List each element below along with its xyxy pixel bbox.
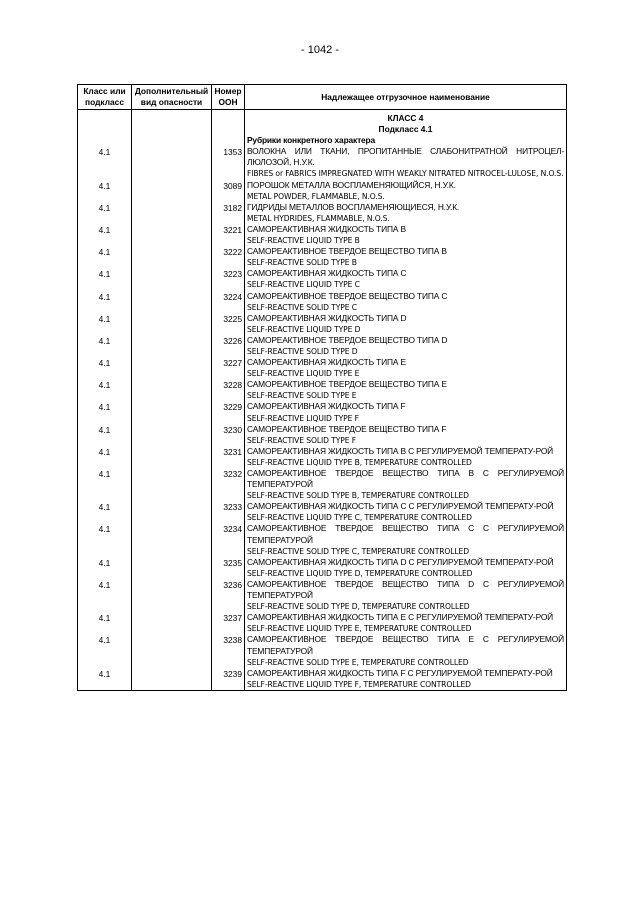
- name-russian: САМОРЕАКТИВНОЕ ТВЕРДОЕ ВЕЩЕСТВО ТИПА B: [247, 246, 447, 257]
- table-row: [78, 557, 567, 579]
- cell-class: 4.1: [78, 180, 132, 202]
- cell-un-number: 3239: [212, 668, 245, 691]
- cell-un-number: 3236: [212, 579, 245, 612]
- table-row: [78, 357, 567, 379]
- cell-shipping-name: [245, 357, 567, 379]
- cell-additional-hazard: [132, 246, 212, 268]
- section-heading-row: [78, 135, 567, 146]
- table-row: [78, 202, 567, 224]
- cell-un-number: 3089: [212, 180, 245, 202]
- cell-additional-hazard: [132, 180, 212, 202]
- cell-shipping-name: [245, 468, 567, 501]
- table-row: [78, 379, 567, 401]
- cell-class: 4.1: [78, 579, 132, 612]
- cell-un-number: 3221: [212, 224, 245, 246]
- cell-additional-hazard: [132, 379, 212, 401]
- name-russian: ПОРОШОК МЕТАЛЛА ВОСПЛАМЕНЯЮЩИЙСЯ, Н.У.К.: [247, 179, 456, 190]
- name-russian: САМОРЕАКТИВНАЯ ЖИДКОСТЬ ТИПА C: [247, 268, 407, 279]
- cell-class: 4.1: [78, 268, 132, 290]
- cell-un-number: 3228: [212, 379, 245, 401]
- cell-additional-hazard: [132, 224, 212, 246]
- table-row: [78, 634, 567, 667]
- name-russian: САМОРЕАКТИВНОЕ ТВЕРДОЕ ВЕЩЕСТВО ТИПА E С РЕГУЛИРУЕМОЙ ТЕМПЕРАТУРОЙ: [247, 634, 564, 656]
- cell-shipping-name: [245, 523, 567, 556]
- table-row: [78, 446, 567, 468]
- name-russian: САМОРЕАКТИВНАЯ ЖИДКОСТЬ ТИПА F С РЕГУЛИРУЕМОЙ ТЕМПЕРАТУ-РОЙ: [247, 667, 553, 678]
- name-russian: ВОЛОКНА ИЛИ ТКАНИ, ПРОПИТАННЫЕ СЛАБОНИТРАТНОЙ НИТРОЦЕЛ-ЛЮЛОЗОЙ, Н.У.К.: [247, 146, 564, 168]
- name-russian: САМОРЕАКТИВНАЯ ЖИДКОСТЬ ТИПА D: [247, 312, 407, 323]
- table-row: [78, 313, 567, 335]
- table-row: [78, 291, 567, 313]
- cell-additional-hazard: [132, 668, 212, 691]
- name-english: SELF-REACTIVE SOLID TYPE D: [247, 346, 358, 356]
- cell-additional-hazard: [132, 446, 212, 468]
- cell-shipping-name: [245, 379, 567, 401]
- cell-class: 4.1: [78, 401, 132, 423]
- cell-shipping-name: [245, 224, 567, 246]
- cell-shipping-name: [245, 612, 567, 634]
- table-row: [78, 468, 567, 501]
- name-russian: ГИДРИДЫ МЕТАЛЛОВ ВОСПЛАМЕНЯЮЩИЕСЯ, Н.У.К.: [247, 201, 460, 212]
- name-russian: САМОРЕАКТИВНОЕ ТВЕРДОЕ ВЕЩЕСТВО ТИПА E: [247, 379, 447, 390]
- name-english: SELF-REACTIVE LIQUID TYPE B, TEMPERATURE CONTROLLED: [247, 457, 472, 467]
- cell-shipping-name: [245, 634, 567, 667]
- name-russian: САМОРЕАКТИВНАЯ ЖИДКОСТЬ ТИПА B: [247, 223, 406, 234]
- cell-un-number: 3231: [212, 446, 245, 468]
- subclass-heading-row: [78, 124, 567, 135]
- name-english: SELF-REACTIVE LIQUID TYPE B: [247, 236, 360, 246]
- column-header-additional-hazard: Дополнительный вид опасности: [132, 85, 212, 110]
- name-russian: САМОРЕАКТИВНОЕ ТВЕРДОЕ ВЕЩЕСТВО ТИПА B С РЕГУЛИРУЕМОЙ ТЕМПЕРАТУРОЙ: [247, 468, 564, 490]
- column-header-un-number: Номер ООН: [212, 85, 245, 110]
- table-row: [78, 424, 567, 446]
- cell-additional-hazard: [132, 557, 212, 579]
- cell-shipping-name: [245, 146, 567, 179]
- cell-un-number: 3227: [212, 357, 245, 379]
- cell-shipping-name: [245, 501, 567, 523]
- name-english: SELF-REACTIVE SOLID TYPE B: [247, 258, 357, 268]
- table-row: [78, 146, 567, 179]
- table-row: [78, 612, 567, 634]
- cell-class: 4.1: [78, 246, 132, 268]
- table-row: [78, 523, 567, 556]
- name-russian: САМОРЕАКТИВНАЯ ЖИДКОСТЬ ТИПА F: [247, 401, 406, 412]
- cell-additional-hazard: [132, 468, 212, 501]
- name-english: SELF-REACTIVE SOLID TYPE C: [247, 302, 357, 312]
- name-russian: САМОРЕАКТИВНАЯ ЖИДКОСТЬ ТИПА E: [247, 357, 406, 368]
- cell-shipping-name: [245, 268, 567, 290]
- cell-additional-hazard: [132, 612, 212, 634]
- cell-shipping-name: [245, 579, 567, 612]
- cell-un-number: 3235: [212, 557, 245, 579]
- table-body: [78, 110, 567, 691]
- table-row: [78, 268, 567, 290]
- table-header-row: [78, 85, 567, 110]
- cell-shipping-name: [245, 446, 567, 468]
- cell-class: 4.1: [78, 501, 132, 523]
- cell-additional-hazard: [132, 579, 212, 612]
- name-english: SELF-REACTIVE SOLID TYPE D, TEMPERATURE CONTROLLED: [247, 602, 470, 612]
- cell-shipping-name: [245, 291, 567, 313]
- cell-un-number: 3222: [212, 246, 245, 268]
- section-title: Рубрики конкретного характера: [245, 135, 567, 146]
- name-english: SELF-REACTIVE LIQUID TYPE F: [247, 413, 359, 423]
- cell-un-number: 3238: [212, 634, 245, 667]
- cell-shipping-name: [245, 424, 567, 446]
- cell-un-number: 3226: [212, 335, 245, 357]
- cell-un-number: 3230: [212, 424, 245, 446]
- cell-un-number: 3234: [212, 523, 245, 556]
- cell-class: 4.1: [78, 612, 132, 634]
- name-russian: САМОРЕАКТИВНОЕ ТВЕРДОЕ ВЕЩЕСТВО ТИПА D С РЕГУЛИРУЕМОЙ ТЕМПЕРАТУРОЙ: [247, 578, 564, 601]
- name-english: SELF-REACTIVE SOLID TYPE F: [247, 435, 357, 445]
- cell-un-number: 3237: [212, 612, 245, 634]
- cell-shipping-name: [245, 557, 567, 579]
- table-row: [78, 224, 567, 246]
- cell-additional-hazard: [132, 523, 212, 556]
- table-row: [78, 668, 567, 691]
- cell-additional-hazard: [132, 424, 212, 446]
- dangerous-goods-table: [77, 84, 567, 691]
- name-russian: САМОРЕАКТИВНАЯ ЖИДКОСТЬ ТИПА E С РЕГУЛИРУЕМОЙ ТЕМПЕРАТУ-РОЙ: [247, 612, 554, 623]
- subclass-title: Подкласс 4.1: [245, 124, 567, 135]
- name-russian: САМОРЕАКТИВНОЕ ТВЕРДОЕ ВЕЩЕСТВО ТИПА C: [247, 290, 448, 301]
- name-english: SELF-REACTIVE LIQUID TYPE F, TEMPERATURE CONTROLLED: [247, 679, 471, 689]
- cell-additional-hazard: [132, 313, 212, 335]
- cell-class: 4.1: [78, 668, 132, 691]
- cell-shipping-name: [245, 401, 567, 423]
- table-row: [78, 401, 567, 423]
- cell-class: 4.1: [78, 468, 132, 501]
- name-russian: САМОРЕАКТИВНОЕ ТВЕРДОЕ ВЕЩЕСТВО ТИПА D: [247, 334, 448, 345]
- cell-un-number: 3233: [212, 501, 245, 523]
- cell-additional-hazard: [132, 501, 212, 523]
- name-english: METAL POWDER, FLAMMABLE, N.O.S.: [247, 191, 385, 201]
- table-row: [78, 180, 567, 202]
- name-english: SELF-REACTIVE LIQUID TYPE D: [247, 324, 361, 334]
- cell-un-number: 3224: [212, 291, 245, 313]
- name-english: SELF-REACTIVE LIQUID TYPE C: [247, 280, 360, 290]
- cell-additional-hazard: [132, 202, 212, 224]
- name-english: SELF-REACTIVE SOLID TYPE C, TEMPERATURE CONTROLLED: [247, 546, 469, 556]
- cell-shipping-name: [245, 313, 567, 335]
- cell-un-number: 1353: [212, 146, 245, 179]
- cell-additional-hazard: [132, 291, 212, 313]
- cell-un-number: 3232: [212, 468, 245, 501]
- cell-shipping-name: [245, 180, 567, 202]
- table-row: [78, 501, 567, 523]
- cell-class: 4.1: [78, 634, 132, 667]
- cell-un-number: 3229: [212, 401, 245, 423]
- cell-class: 4.1: [78, 202, 132, 224]
- name-english: SELF-REACTIVE LIQUID TYPE E: [247, 369, 360, 379]
- cell-class: 4.1: [78, 335, 132, 357]
- cell-class: 4.1: [78, 523, 132, 556]
- name-english: SELF-REACTIVE SOLID TYPE E: [247, 391, 357, 401]
- cell-class: 4.1: [78, 424, 132, 446]
- name-russian: САМОРЕАКТИВНАЯ ЖИДКОСТЬ ТИПА C С РЕГУЛИРУЕМОЙ ТЕМПЕРАТУ-РОЙ: [247, 501, 554, 512]
- cell-additional-hazard: [132, 634, 212, 667]
- name-russian: САМОРЕАКТИВНОЕ ТВЕРДОЕ ВЕЩЕСТВО ТИПА C С РЕГУЛИРУЕМОЙ ТЕМПЕРАТУРОЙ: [247, 523, 564, 545]
- cell-un-number: 3225: [212, 313, 245, 335]
- cell-additional-hazard: [132, 357, 212, 379]
- column-header-class: Класс или подкласс: [78, 85, 132, 110]
- cell-class: 4.1: [78, 357, 132, 379]
- cell-additional-hazard: [132, 401, 212, 423]
- cell-shipping-name: [245, 246, 567, 268]
- class-heading-row: [78, 110, 567, 125]
- cell-un-number: 3182: [212, 202, 245, 224]
- name-english: SELF-REACTIVE SOLID TYPE E, TEMPERATURE CONTROLLED: [247, 657, 469, 667]
- name-english: METAL HYDRIDES, FLAMMABLE, N.O.S.: [247, 213, 390, 223]
- cell-additional-hazard: [132, 335, 212, 357]
- name-russian: САМОРЕАКТИВНОЕ ТВЕРДОЕ ВЕЩЕСТВО ТИПА F: [247, 423, 447, 434]
- cell-class: 4.1: [78, 313, 132, 335]
- cell-shipping-name: [245, 202, 567, 224]
- cell-class: 4.1: [78, 446, 132, 468]
- name-english: SELF-REACTIVE LIQUID TYPE D, TEMPERATURE CONTROLLED: [247, 568, 473, 578]
- name-english: SELF-REACTIVE SOLID TYPE B, TEMPERATURE CONTROLLED: [247, 491, 469, 501]
- table-row: [78, 335, 567, 357]
- cell-additional-hazard: [132, 268, 212, 290]
- cell-class: 4.1: [78, 146, 132, 179]
- name-russian: САМОРЕАКТИВНАЯ ЖИДКОСТЬ ТИПА D С РЕГУЛИРУЕМОЙ ТЕМПЕРАТУ-РОЙ: [247, 556, 554, 567]
- class-title: КЛАСС 4: [245, 110, 567, 125]
- column-header-shipping-name: Надлежащее отгрузочное наименование: [245, 85, 567, 110]
- cell-shipping-name: [245, 668, 567, 691]
- cell-shipping-name: [245, 335, 567, 357]
- cell-un-number: 3223: [212, 268, 245, 290]
- name-english: FIBRES or FABRICS IMPREGNATED WITH WEAKLY NITRATED NITROCEL-LULOSE, N.O.S.: [247, 169, 564, 179]
- page-number: - 1042 -: [301, 44, 339, 56]
- cell-class: 4.1: [78, 557, 132, 579]
- name-english: SELF-REACTIVE LIQUID TYPE E, TEMPERATURE CONTROLLED: [247, 624, 472, 634]
- table-row: [78, 246, 567, 268]
- name-russian: САМОРЕАКТИВНАЯ ЖИДКОСТЬ ТИПА B С РЕГУЛИРУЕМОЙ ТЕМПЕРАТУ-РОЙ: [247, 445, 554, 456]
- name-english: SELF-REACTIVE LIQUID TYPE C, TEMPERATURE CONTROLLED: [247, 513, 472, 523]
- table-row: [78, 579, 567, 612]
- cell-class: 4.1: [78, 224, 132, 246]
- cell-additional-hazard: [132, 146, 212, 179]
- cell-class: 4.1: [78, 379, 132, 401]
- cell-class: 4.1: [78, 291, 132, 313]
